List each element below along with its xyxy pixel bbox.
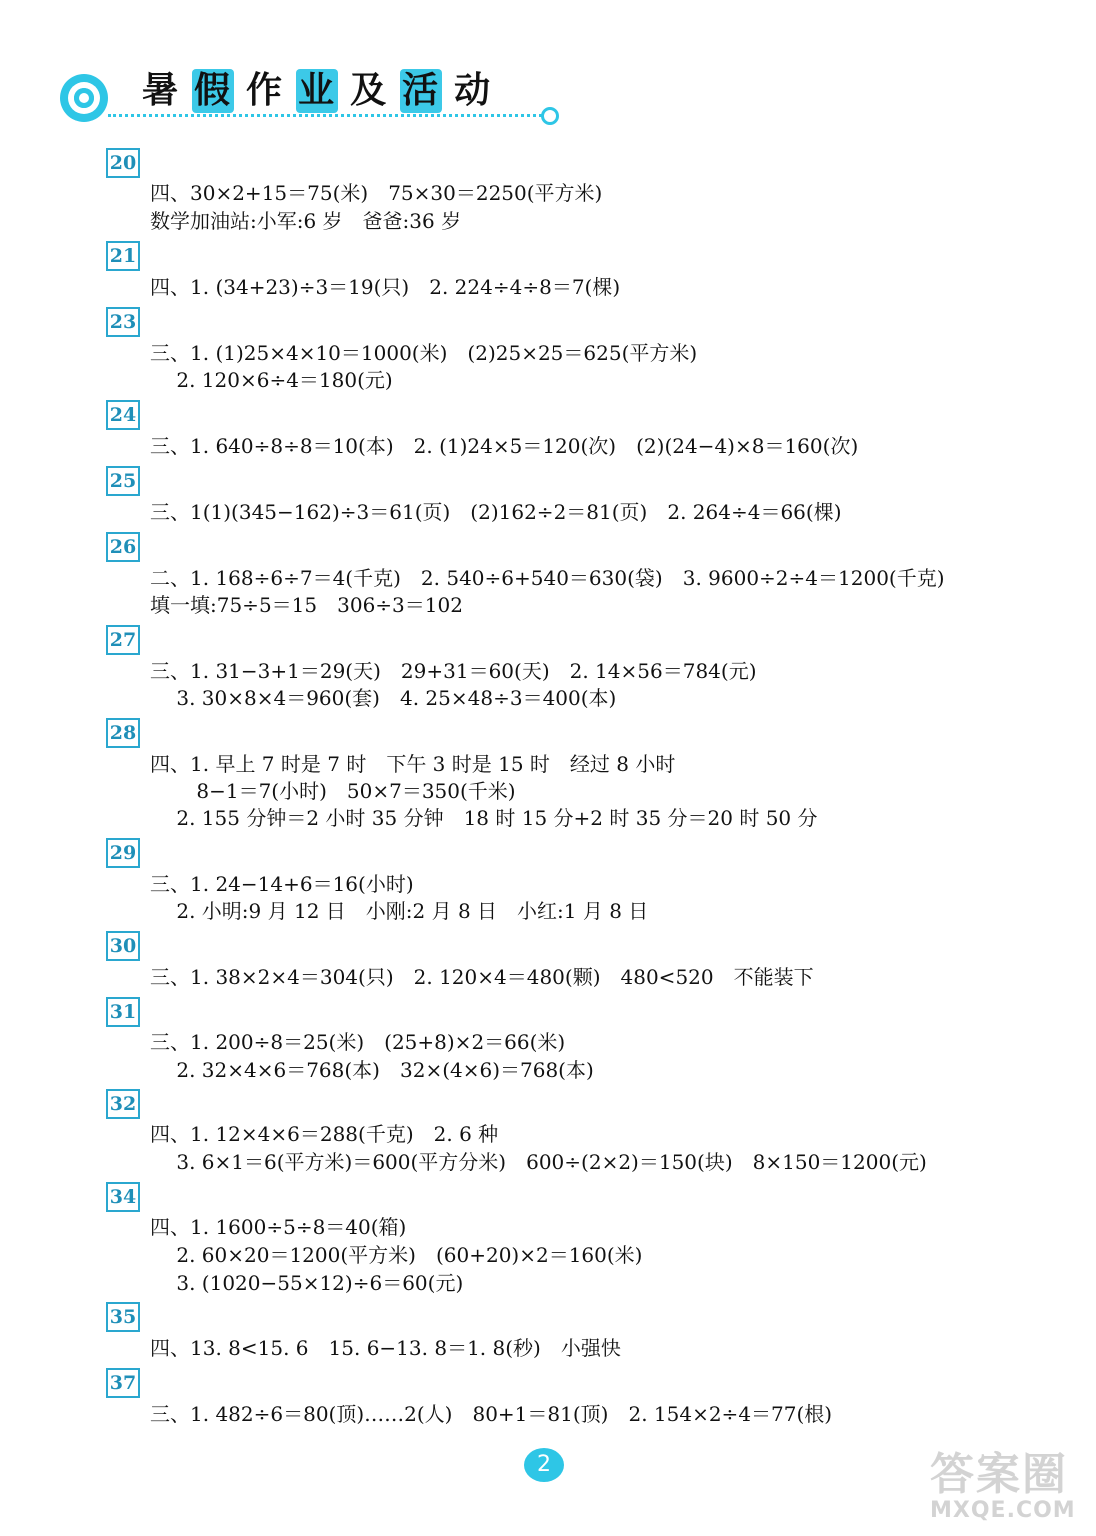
section-number: 23 [106, 307, 140, 337]
answer-line: 三、1. 24−14+6＝16(小时) [150, 872, 414, 896]
answer-line: 2. 32×4×6＝768(本) 32×(4×6)＝768(本) [150, 1058, 594, 1082]
title-char-3: 作 [246, 70, 285, 111]
section-number: 26 [106, 532, 140, 562]
answer-line: 2. 60×20＝1200(平方米) (60+20)×2＝160(米) [150, 1243, 643, 1267]
answer-line: 四、13. 8<15. 6 15. 6−13. 8＝1. 8(秒) 小强快 [150, 1336, 621, 1360]
section-number: 21 [106, 241, 140, 271]
answer-line: 三、1(1)(345−162)÷3＝61(页) (2)162÷2＝81(页) 2. 264÷4＝66(棵) [150, 500, 842, 524]
title-char-1: 暑 [142, 70, 181, 111]
title-char-2: 假 [194, 70, 233, 111]
section-number: 32 [106, 1089, 140, 1119]
logo-center-dot [79, 93, 89, 103]
answer-line: 数学加油站:小军:6 岁 爸爸:36 岁 [150, 209, 462, 233]
title-char-7: 动 [454, 70, 493, 111]
section-number: 28 [106, 718, 140, 748]
header-dotted-divider [108, 114, 542, 117]
answer-line: 四、1. 12×4×6＝288(千克) 2. 6 种 [150, 1122, 499, 1146]
watermark-logo-text: 答案圈 [930, 1449, 1068, 1500]
section-number: 27 [106, 625, 140, 655]
answer-line: 三、1. 200÷8＝25(米) (25+8)×2＝66(米) [150, 1030, 566, 1054]
answer-line: 2. 120×6÷4＝180(元) [150, 368, 393, 392]
answer-line: 3. 30×8×4＝960(套) 4. 25×48÷3＝400(本) [150, 686, 617, 710]
answer-line: 3. (1020−55×12)÷6＝60(元) [150, 1271, 464, 1295]
answer-line: 四、1. (34+23)÷3＝19(只) 2. 224÷4÷8＝7(棵) [150, 275, 621, 299]
answer-line: 四、1. 1600÷5÷8＝40(箱) [150, 1215, 407, 1239]
answer-line: 8−1＝7(小时) 50×7＝350(千米) [150, 779, 516, 803]
answer-line: 三、1. 38×2×4＝304(只) 2. 120×4＝480(颗) 480<520 不能装下 [150, 965, 814, 989]
answer-line: 2. 155 分钟＝2 小时 35 分钟 18 时 15 分+2 时 35 分＝20 时 50 分 [150, 806, 818, 830]
answer-line: 三、1. 31−3+1＝29(天) 29+31＝60(天) 2. 14×56＝784(元) [150, 659, 757, 683]
watermark-url: MXQE.COM [930, 1498, 1076, 1523]
page-number: 2 [524, 1448, 564, 1482]
answer-line: 三、1. (1)25×4×10＝1000(米) (2)25×25＝625(平方米) [150, 341, 698, 365]
title-char-5: 及 [350, 70, 389, 111]
section-number: 20 [106, 148, 140, 178]
answer-line: 2. 小明:9 月 12 日 小刚:2 月 8 日 小红:1 月 8 日 [150, 899, 649, 923]
title-char-4: 业 [298, 70, 337, 111]
section-number: 35 [106, 1302, 140, 1332]
section-number: 25 [106, 466, 140, 496]
answer-line: 三、1. 640÷8÷8＝10(本) 2. (1)24×5＝120(次) (2)(24−4)×8＝160(次) [150, 434, 859, 458]
answer-line: 四、30×2+15＝75(米) 75×30＝2250(平方米) [150, 181, 603, 205]
answer-line: 填一填:75÷5＝15 306÷3＝102 [150, 593, 463, 617]
section-number: 34 [106, 1182, 140, 1212]
answer-line: 二、1. 168÷6÷7＝4(千克) 2. 540÷6+540＝630(袋) 3. 9600÷2÷4＝1200(千克) [150, 566, 945, 590]
section-number: 30 [106, 931, 140, 961]
answer-line: 三、1. 482÷6＝80(顶)……2(人) 80+1＝81(顶) 2. 154×2÷4＝77(根) [150, 1402, 833, 1426]
page-title [140, 68, 494, 114]
answer-line: 四、1. 早上 7 时是 7 时 下午 3 时是 15 时 经过 8 小时 [150, 752, 676, 776]
divider-end-circle-icon [541, 107, 559, 125]
section-number: 24 [106, 400, 140, 430]
answer-line: 3. 6×1＝6(平方米)＝600(平方分米) 600÷(2×2)＝150(块) 8×150＝1200(元) [150, 1150, 927, 1174]
watermark [930, 1449, 1090, 1532]
logo-ring-icon [60, 74, 108, 122]
section-number: 31 [106, 997, 140, 1027]
section-number: 37 [106, 1368, 140, 1398]
title-char-6: 活 [402, 70, 441, 111]
section-number: 29 [106, 838, 140, 868]
